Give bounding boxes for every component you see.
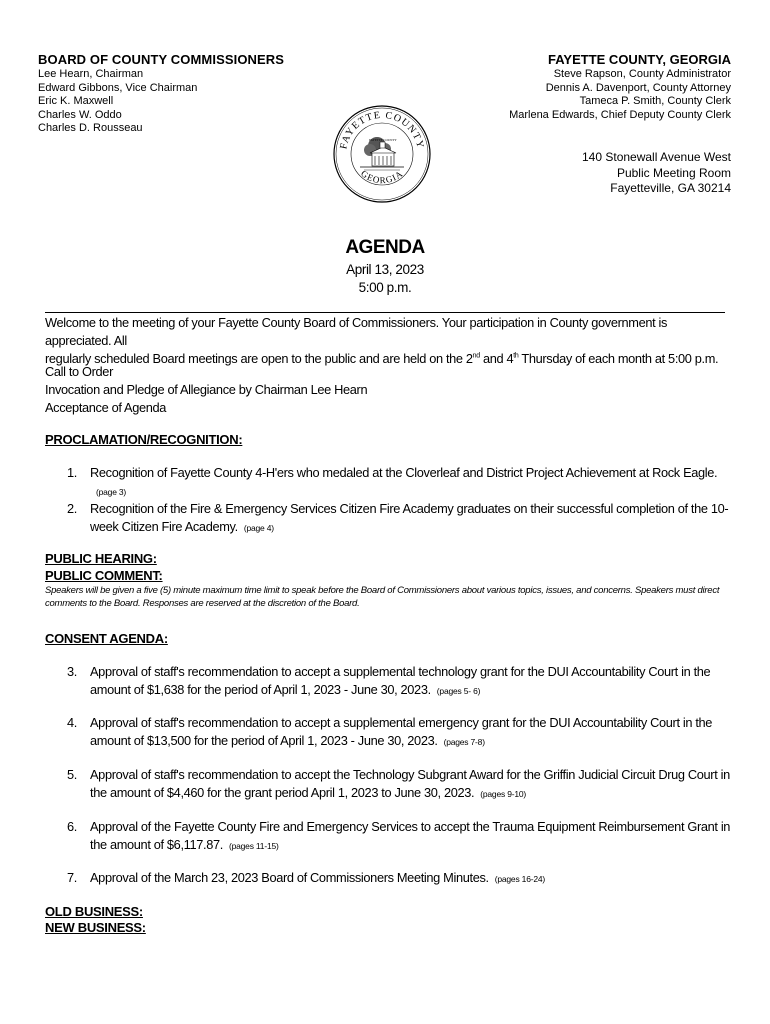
address-line: Fayetteville, GA 30214 <box>610 181 731 195</box>
agenda-item <box>67 766 737 803</box>
seal-center-text: FAYETTE COUNTY <box>369 138 397 142</box>
staff-member: Steve Rapson, County Administrator <box>553 68 731 80</box>
address-line: Public Meeting Room <box>616 165 731 180</box>
public-comment-note: Speakers will be given a five (5) minute maximum time limit to speak before the Board of Commissioners about various topics, issues, and concerns. Speakers must direct comments to the Board. Responses are reserved at the discretion of the Board. <box>45 585 720 609</box>
section-heading-public-comment: PUBLIC COMMENT: <box>45 568 163 583</box>
opening-item: Invocation and Pledge of Allegiance by Chairman Lee Hearn <box>45 382 368 397</box>
item-pages: (pages 5- 6) <box>436 686 481 696</box>
meeting-address <box>582 150 731 197</box>
board-title: BOARD OF COUNTY COMMISSIONERS <box>38 52 285 67</box>
agenda-item <box>67 464 737 501</box>
welcome-paragraph <box>45 314 735 368</box>
board-member: Edward Gibbons, Vice Chairman <box>38 81 198 94</box>
item-pages: (pages 11-15) <box>228 841 279 851</box>
item-text: Approval of staff's recommendation to accept a supplemental technology grant for the DUI Accountability Court in the amount of $1,638 for the period of April 1, 2023 - June 30, 2023. (pages 5- 6) <box>90 664 711 697</box>
item-number: 6. <box>67 819 77 834</box>
agenda-item <box>67 500 737 537</box>
seal-bottom-text: GEORGIA <box>359 168 405 186</box>
item-pages: (page 3) <box>96 487 127 497</box>
item-number: 5. <box>67 767 77 782</box>
divider <box>45 312 725 313</box>
seal-top-text: FAYETTE COUNTY <box>338 109 426 151</box>
address-line: 140 Stonewall Avenue West <box>582 150 731 164</box>
agenda-title: AGENDA <box>345 237 425 258</box>
board-member: Eric K. Maxwell <box>38 95 114 108</box>
item-pages: (page 4) <box>243 523 274 533</box>
county-title: FAYETTE COUNTY, GEORGIA <box>548 52 731 67</box>
section-heading-public-hearing: PUBLIC HEARING: <box>45 551 157 566</box>
board-member: Charles D. Rousseau <box>38 122 143 135</box>
agenda-item <box>67 818 737 855</box>
agenda-item <box>67 714 737 751</box>
board-member: Charles W. Oddo <box>38 108 122 121</box>
welcome-line: regularly scheduled Board meetings are open to the public and are held on the 2nd and 4th Thursday of each month at 5:00 p.m. <box>45 351 719 366</box>
agenda-item <box>67 663 737 700</box>
item-text: Approval of the Fayette County Fire and Emergency Services to accept the Trauma Equipment Reimbursement Grant in the amount of $6,117.87. (pages 11-15) <box>90 819 731 852</box>
county-staff-list <box>509 68 731 122</box>
agenda-time: 5:00 p.m. <box>358 280 412 295</box>
board-members-list <box>38 68 197 136</box>
staff-member: Tameca P. Smith, County Clerk <box>579 95 731 108</box>
opening-item: Acceptance of Agenda <box>45 400 167 415</box>
item-number: 7. <box>67 870 77 885</box>
section-heading-old-business: OLD BUSINESS: <box>45 904 143 919</box>
county-seal-icon <box>332 104 432 204</box>
staff-member: Marlena Edwards, Chief Deputy County Clerk <box>509 108 731 121</box>
item-pages: (pages 7-8) <box>443 737 485 747</box>
item-number: 1. <box>67 465 77 480</box>
item-pages: (pages 16-24) <box>494 874 546 884</box>
svg-text:GEORGIA <box>359 168 405 185</box>
opening-items <box>45 363 367 417</box>
item-text: Approval of staff's recommendation to accept a supplemental emergency grant for the DUI Accountability Court in the amount of $13,500 for the period of April 1, 2023 - June 30, 2023. (pages 7-8) <box>90 715 713 748</box>
item-number: 3. <box>67 664 77 679</box>
item-text: Approval of the March 23, 2023 Board of Commissioners Meeting Minutes. (pages 16-24) <box>90 870 546 885</box>
agenda-item <box>67 869 737 888</box>
item-pages: (pages 9-10) <box>480 789 527 799</box>
section-heading-new-business: NEW BUSINESS: <box>45 920 146 935</box>
item-text: Approval of staff's recommendation to accept the Technology Subgrant Award for the Griffin Judicial Circuit Drug Court in the amount of $4,460 for the grant period April 1, 2023 to June 30, 2023. (pages 9-10) <box>90 767 730 800</box>
welcome-line: Welcome to the meeting of your Fayette County Board of Commissioners. Your participation in County government is appreciated. All <box>45 315 668 348</box>
section-heading-consent: CONSENT AGENDA: <box>45 631 168 646</box>
section-heading-proclamation: PROCLAMATION/RECOGNITION: <box>45 432 243 447</box>
agenda-date: April 13, 2023 <box>346 262 424 277</box>
item-number: 2. <box>67 501 77 516</box>
opening-item: Call to Order <box>45 364 113 379</box>
board-member: Lee Hearn, Chairman <box>38 68 144 80</box>
item-text: Recognition of the Fire & Emergency Services Citizen Fire Academy graduates on their successful completion of the 10-week Citizen Fire Academy. (page 4) <box>90 501 729 534</box>
item-text: Recognition of Fayette County 4-H'ers who medaled at the Cloverleaf and District Project Achievement at Rock Eagle.(page 3) <box>90 465 718 497</box>
staff-member: Dennis A. Davenport, County Attorney <box>545 81 731 94</box>
item-number: 4. <box>67 715 77 730</box>
